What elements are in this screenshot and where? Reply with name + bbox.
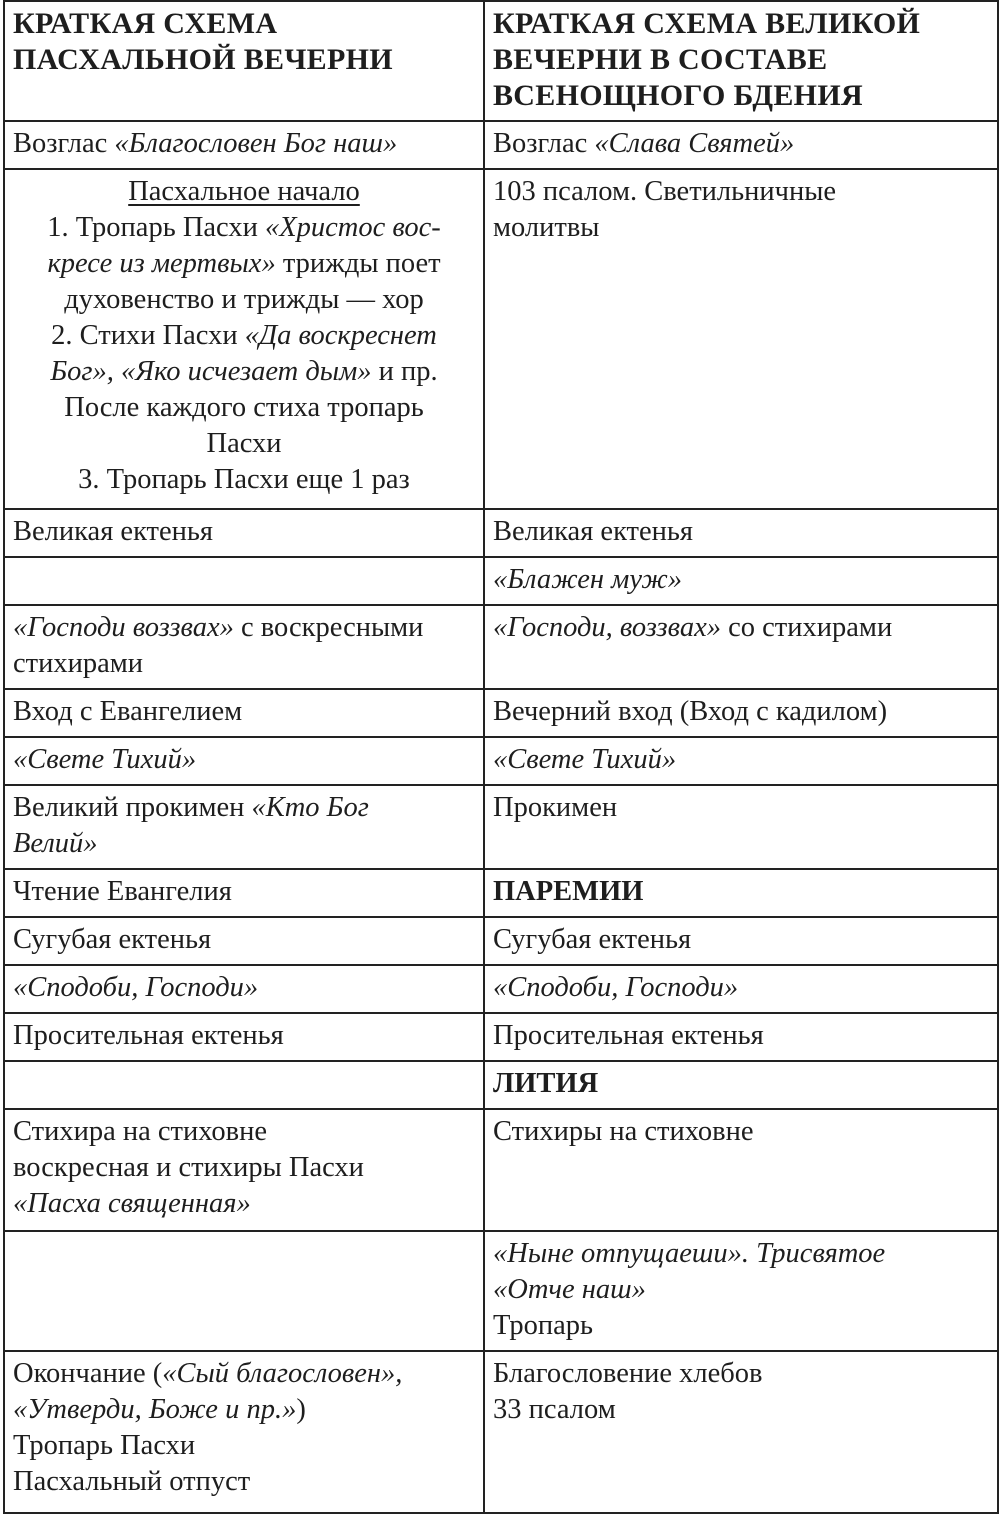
cell-italic: кресе из мертвых» — [47, 248, 276, 279]
cell-line — [13, 1356, 475, 1392]
cell-right — [484, 605, 998, 689]
cell-left-paschal-beginning — [4, 169, 484, 509]
cell-line: Велий» — [13, 828, 98, 859]
cell-line: молитвы — [493, 212, 600, 243]
header-right — [484, 1, 998, 121]
table-row — [4, 605, 998, 689]
cell-line: После каждого стиха тропарь — [64, 392, 424, 423]
cell-text: со стихирами — [721, 612, 893, 643]
cell-italic: «Господи, воззвах» — [493, 612, 721, 643]
cell-line: Тропарь — [493, 1310, 593, 1341]
cell-right — [484, 1351, 998, 1513]
cell-line: Пасхальный отпуст — [13, 1466, 251, 1497]
table-row — [4, 917, 998, 965]
cell-line — [13, 354, 475, 390]
cell-text: Великий прокимен — [13, 792, 252, 823]
cell-right — [484, 1231, 998, 1351]
vespers-comparison-table — [3, 0, 999, 1514]
table-row — [4, 1013, 998, 1061]
cell-line: воскресная и стихиры Пасхи — [13, 1152, 364, 1183]
cell-line — [13, 246, 475, 282]
cell-text: и пр. — [371, 356, 438, 387]
table-header-row — [4, 1, 998, 121]
cell-left-empty — [4, 1061, 484, 1109]
table-row — [4, 869, 998, 917]
table-row — [4, 965, 998, 1013]
cell-left — [4, 785, 484, 869]
table-row — [4, 1351, 998, 1513]
section-title: Пасхальное начало — [128, 176, 360, 207]
cell-right: Просительная ектенья — [484, 1013, 998, 1061]
cell-line: «Ныне отпущаеши». Трисвятое — [493, 1238, 886, 1269]
table-row — [4, 1231, 998, 1351]
cell-line: Благословение хлебов — [493, 1358, 763, 1389]
cell-left — [4, 605, 484, 689]
table-row — [4, 785, 998, 869]
cell-line: стихирами — [13, 648, 144, 679]
cell-right: Великая ектенья — [484, 509, 998, 557]
table-row — [4, 557, 998, 605]
header-left-line: КРАТКАЯ СХЕМА — [13, 7, 278, 40]
cell-italic: «Утверди, Боже и пр.» — [13, 1394, 297, 1425]
cell-italic: «Да воскреснет — [244, 320, 437, 351]
table-row — [4, 1061, 998, 1109]
cell-left: Просительная ектенья — [4, 1013, 484, 1061]
cell-line: «Пасха священная» — [13, 1188, 251, 1219]
table-row — [4, 689, 998, 737]
cell-right: Вечерний вход (Вход с кадилом) — [484, 689, 998, 737]
cell-right — [484, 121, 998, 169]
cell-text: ) — [296, 1394, 306, 1425]
cell-line: духовенство и трижды — хор — [64, 284, 424, 315]
cell-line: «Отче наш» — [493, 1274, 646, 1305]
header-left — [4, 1, 484, 121]
cell-left: Великая ектенья — [4, 509, 484, 557]
cell-left-empty — [4, 557, 484, 605]
cell-right — [484, 169, 998, 509]
cell-left — [4, 1351, 484, 1513]
table-row — [4, 509, 998, 557]
cell-line — [13, 318, 475, 354]
table-row — [4, 121, 998, 169]
cell-line — [13, 210, 475, 246]
cell-line: Тропарь Пасхи — [13, 1430, 196, 1461]
cell-line: 103 псалом. Светильничные — [493, 176, 837, 207]
cell-left: «Свете Тихий» — [4, 737, 484, 785]
table-row — [4, 737, 998, 785]
cell-line: Стихира на стиховне — [13, 1116, 268, 1147]
cell-left: Сугубая ектенья — [4, 917, 484, 965]
cell-right: Прокимен — [484, 785, 998, 869]
cell-right: «Блажен муж» — [484, 557, 998, 605]
cell-line — [13, 610, 475, 646]
cell-right: «Сподоби, Господи» — [484, 965, 998, 1013]
cell-italic: «Кто Бог — [251, 792, 369, 823]
cell-left: Чтение Евангелия — [4, 869, 484, 917]
cell-text: трижды поет — [275, 248, 441, 279]
cell-right: Сугубая ектенья — [484, 917, 998, 965]
cell-line — [13, 1392, 475, 1428]
table-row — [4, 169, 998, 509]
cell-line: 33 псалом — [493, 1394, 616, 1425]
cell-right-bold: ЛИТИЯ — [484, 1061, 998, 1109]
cell-line — [13, 790, 475, 826]
cell-italic: «Христос вос- — [264, 212, 441, 243]
header-right-line: ВСЕНОЩНОГО БДЕНИЯ — [493, 79, 863, 112]
header-right-line: ВЕЧЕРНИ В СОСТАВЕ — [493, 43, 828, 76]
cell-text: Возглас — [493, 128, 595, 159]
header-right-line: КРАТКАЯ СХЕМА ВЕЛИКОЙ — [493, 7, 921, 40]
cell-text: 2. Стихи Пасхи — [51, 320, 245, 351]
cell-text: 1. Тропарь Пасхи — [47, 212, 265, 243]
cell-right: «Свете Тихий» — [484, 737, 998, 785]
cell-text: Окончание ( — [13, 1358, 163, 1389]
cell-italic: «Благословен Бог наш» — [114, 128, 398, 159]
cell-italic: «Сый благословен», — [162, 1358, 403, 1389]
header-left-line: ПАСХАЛЬНОЙ ВЕЧЕРНИ — [13, 43, 393, 76]
cell-line: 3. Тропарь Пасхи еще 1 раз — [78, 464, 410, 495]
cell-italic: «Господи воззвах» — [13, 612, 234, 643]
cell-italic: «Слава Святей» — [594, 128, 795, 159]
cell-left — [4, 1109, 484, 1231]
cell-italic: Бог», «Яко исчезает дым» — [50, 356, 372, 387]
cell-line: Пасхи — [206, 428, 282, 459]
cell-right-bold: ПАРЕМИИ — [484, 869, 998, 917]
cell-text: Возглас — [13, 128, 115, 159]
cell-left: Вход с Евангелием — [4, 689, 484, 737]
cell-left — [4, 121, 484, 169]
table-row — [4, 1109, 998, 1231]
cell-left: «Сподоби, Господи» — [4, 965, 484, 1013]
cell-left-empty — [4, 1231, 484, 1351]
cell-right: Стихиры на стиховне — [484, 1109, 998, 1231]
cell-text: с воскресными — [233, 612, 424, 643]
